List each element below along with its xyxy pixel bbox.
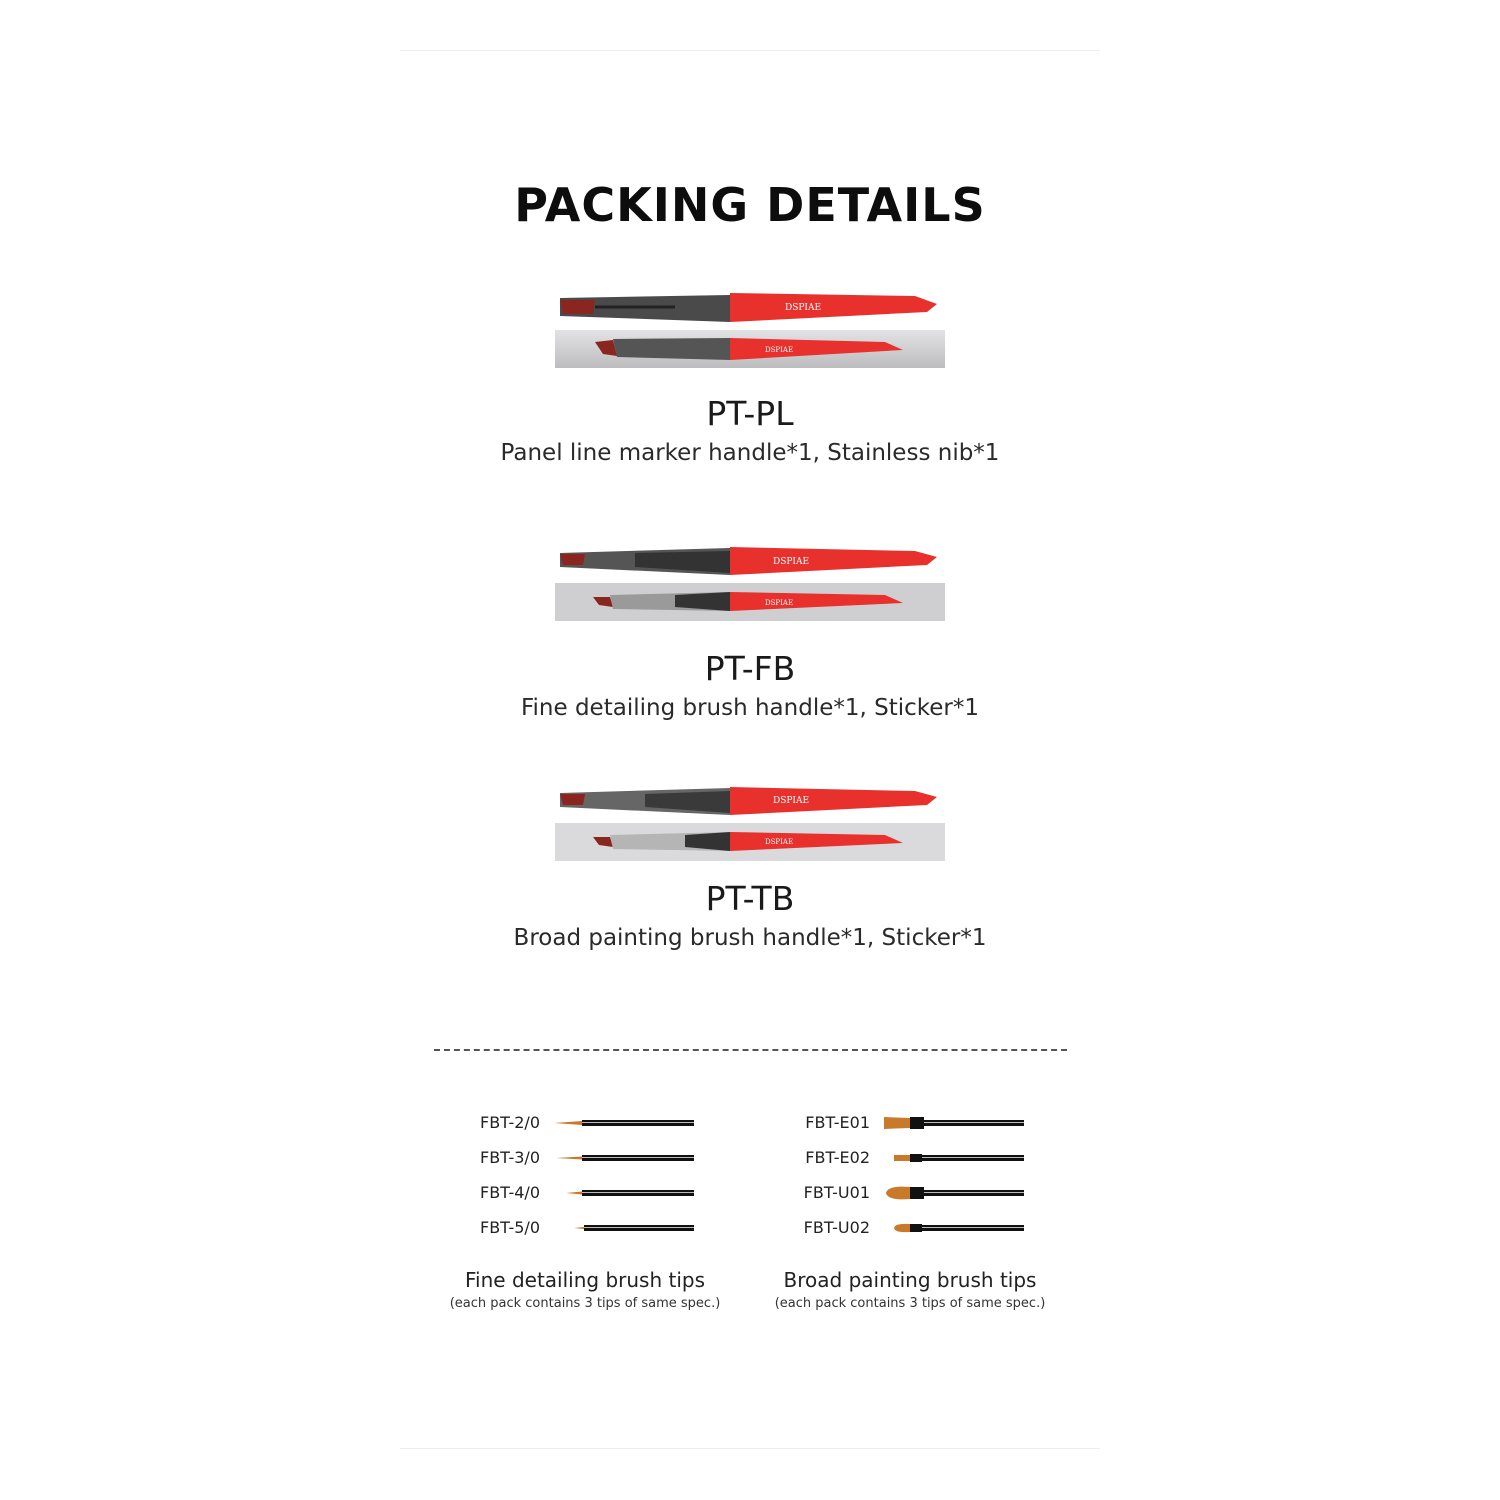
fine-brush-tip-icon	[550, 1213, 700, 1243]
pt-tb-product-image	[555, 785, 945, 865]
product-code: PT-FB	[704, 649, 796, 688]
top-divider	[400, 50, 1100, 51]
fine-tips-caption	[425, 1268, 745, 1311]
round-brush-tip-icon	[880, 1178, 1030, 1208]
tip-code: FBT-5/0	[479, 1218, 540, 1237]
tip-code: FBT-U02	[803, 1218, 870, 1237]
brand-label: DSPIAE	[785, 303, 822, 313]
tip-code: FBT-3/0	[479, 1148, 540, 1167]
fine-brush-tip-icon	[550, 1178, 700, 1208]
product-description: Broad painting brush handle*1, Sticker*1	[513, 925, 987, 951]
fine-brush-tip-icon	[550, 1108, 700, 1138]
brand-label: DSPIAE	[773, 557, 810, 567]
brand-label: DSPIAE	[765, 599, 794, 607]
product-code: PT-PL	[706, 394, 794, 433]
caption-note: (each pack contains 3 tips of same spec.)	[774, 1296, 1046, 1311]
product-code: PT-TB	[705, 879, 795, 918]
product-description: Fine detailing brush handle*1, Sticker*1	[520, 695, 980, 721]
flat-brush-tip-icon	[880, 1108, 1030, 1138]
tip-code: FBT-U01	[803, 1183, 870, 1202]
round-brush-tip-icon	[880, 1213, 1030, 1243]
bottom-divider	[400, 1448, 1100, 1449]
caption-note: (each pack contains 3 tips of same spec.)	[449, 1296, 721, 1311]
brand-label: DSPIAE	[765, 838, 794, 846]
tip-code: FBT-E01	[805, 1113, 870, 1132]
flat-brush-tip-icon	[880, 1143, 1030, 1173]
tip-code: FBT-2/0	[479, 1113, 540, 1132]
page-title: PACKING DETAILS	[514, 178, 986, 232]
dashed-divider	[434, 1049, 1067, 1051]
product-description: Panel line marker handle*1, Stainless nib*1	[500, 440, 1000, 466]
caption-title: Broad painting brush tips	[783, 1268, 1037, 1292]
pt-pl-product-image	[555, 290, 945, 370]
tip-code: FBT-E02	[805, 1148, 870, 1167]
pt-fb-product-image	[555, 545, 945, 625]
fine-brush-tip-icon	[550, 1143, 700, 1173]
broad-tips-caption	[750, 1268, 1070, 1311]
brand-label: DSPIAE	[773, 796, 810, 806]
brand-label: DSPIAE	[765, 346, 794, 354]
caption-title: Fine detailing brush tips	[465, 1268, 705, 1292]
tip-code: FBT-4/0	[479, 1183, 540, 1202]
